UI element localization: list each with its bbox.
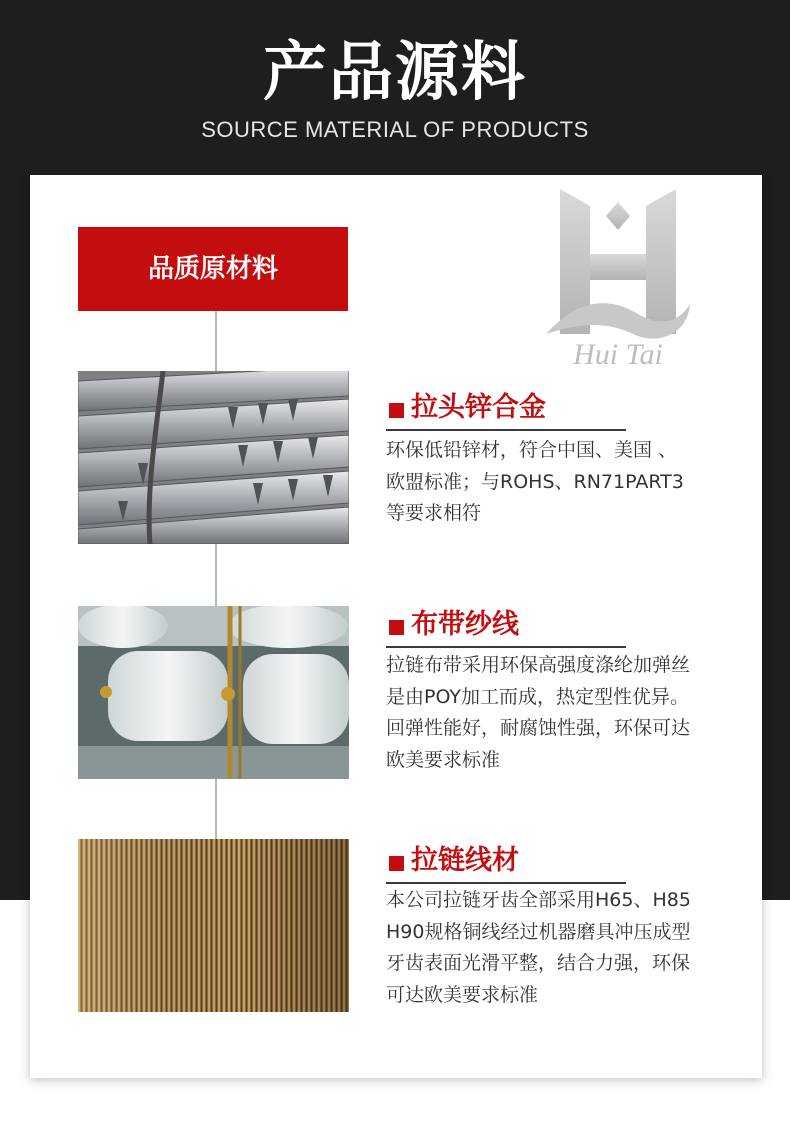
zinc-alloy-ingots-image: [78, 371, 349, 544]
page-title: 产品源料: [263, 36, 527, 110]
red-square-icon: [389, 620, 404, 635]
red-square-icon: [389, 403, 404, 418]
description-line: 回弹性能好，耐腐蚀性强，环保可达: [386, 717, 691, 739]
description-line: 欧盟标准；与ROHS、RN71PART3: [386, 470, 684, 493]
section-heading: [386, 846, 626, 884]
section-description: [386, 435, 726, 530]
description-line: 是由POY加工而成，热定型性优异。: [386, 685, 689, 708]
description-line: 欧美要求标准: [386, 748, 501, 771]
description-line: 拉链布带采用环保高强度涤纶加弹丝: [386, 654, 691, 676]
section-title: 拉头锌合金: [411, 392, 546, 423]
logo-text: Hui Tai: [573, 338, 663, 371]
section-title: 拉链线材: [411, 845, 519, 876]
red-square-icon: [389, 856, 404, 871]
section-description: [386, 885, 726, 1011]
section-title: 布带纱线: [411, 609, 519, 640]
description-line: H90规格铜线经过机器磨具冲压成型: [386, 920, 691, 943]
copper-wire-image: [78, 839, 349, 1012]
description-line: 可达欧美要求标准: [386, 983, 539, 1006]
section-heading: [386, 393, 626, 431]
section-description: [386, 650, 726, 776]
quality-material-label: 品质原材料: [78, 227, 348, 311]
page-subtitle: SOURCE MATERIAL OF PRODUCTS: [201, 117, 589, 142]
description-line: 环保低铅锌材，符合中国、美国 、: [386, 439, 678, 461]
description-line: 牙齿表面光滑平整，结合力强，环保: [386, 952, 691, 974]
yarn-spools-image: [78, 606, 349, 779]
description-line: 等要求相符: [386, 502, 482, 524]
description-line: 本公司拉链牙齿全部采用H65、H85: [386, 889, 691, 911]
section-heading: [386, 610, 626, 648]
